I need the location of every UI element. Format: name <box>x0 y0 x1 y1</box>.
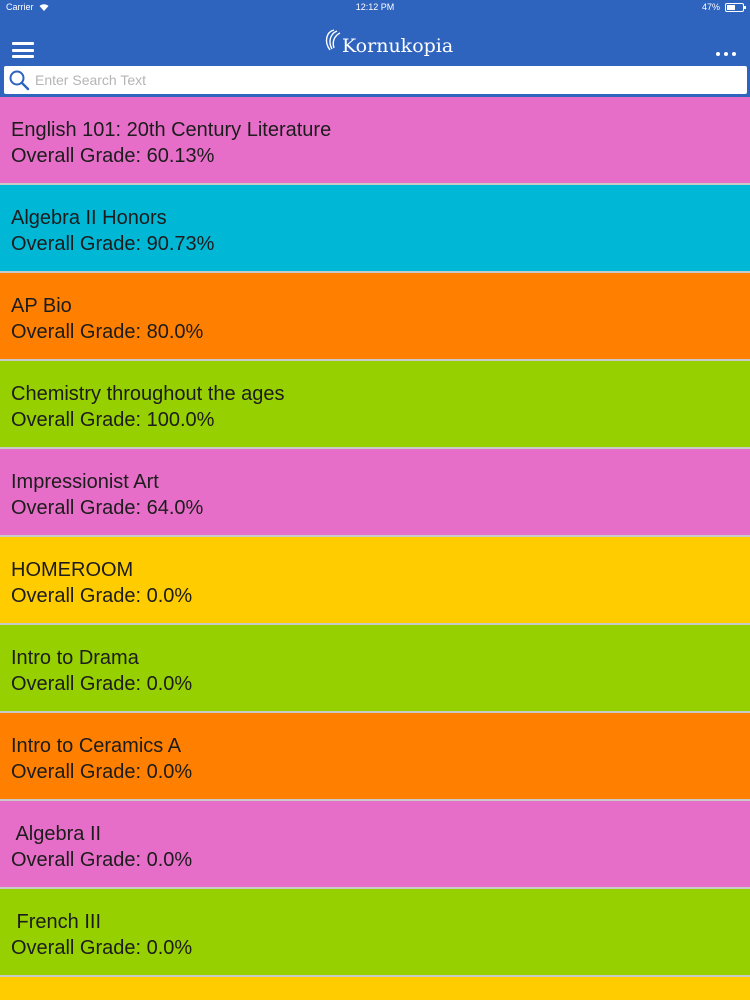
navigation-bar <box>0 0 750 97</box>
battery-percentage: 47% <box>701 2 720 12</box>
course-overall-grade: Overall Grade: 90.73% <box>11 233 215 255</box>
course-name: Algebra II Honors <box>11 207 167 229</box>
kornukopia-logo <box>322 26 453 60</box>
course-list-item[interactable] <box>0 977 750 1000</box>
course-list-item[interactable] <box>0 361 750 447</box>
course-overall-grade: Overall Grade: 80.0% <box>11 321 204 343</box>
course-overall-grade: Overall Grade: 0.0% <box>11 761 193 783</box>
course-list-item[interactable] <box>0 273 750 359</box>
search-input[interactable] <box>35 67 747 93</box>
course-name: Intro to Drama <box>11 647 139 669</box>
course-overall-grade: Overall Grade: 0.0% <box>11 937 193 959</box>
logo-mark-icon <box>322 28 344 58</box>
course-name: English 101: 20th Century Literature <box>11 119 332 141</box>
course-overall-grade: Overall Grade: 60.13% <box>11 145 215 167</box>
status-bar <box>0 0 750 16</box>
hamburger-menu-icon[interactable] <box>12 42 34 58</box>
more-horizontal-icon[interactable] <box>716 52 736 56</box>
course-overall-grade: Overall Grade: 0.0% <box>11 585 193 607</box>
course-name: French III <box>11 911 102 933</box>
status-time: 12:12 PM <box>355 2 395 12</box>
course-overall-grade: Overall Grade: 64.0% <box>11 497 204 519</box>
battery-icon <box>725 3 744 12</box>
course-list-item[interactable] <box>0 889 750 975</box>
course-name: Impressionist Art <box>11 471 159 493</box>
course-list-item[interactable] <box>0 625 750 711</box>
course-list-item[interactable] <box>0 713 750 799</box>
carrier-label: Carrier <box>6 2 34 12</box>
course-overall-grade: Overall Grade: 100.0% <box>11 409 215 431</box>
course-list-item[interactable] <box>0 801 750 887</box>
course-list-item[interactable] <box>0 97 750 183</box>
course-overall-grade: Overall Grade: 0.0% <box>11 673 193 695</box>
course-name: Intro to Ceramics A <box>11 735 182 757</box>
search-bar[interactable] <box>4 66 747 94</box>
course-name: Algebra II <box>11 823 102 845</box>
search-icon <box>8 69 30 91</box>
course-name: HOMEROOM <box>11 559 134 581</box>
course-list-item[interactable] <box>0 449 750 535</box>
course-list-item[interactable] <box>0 185 750 271</box>
course-overall-grade: Overall Grade: 0.0% <box>11 849 193 871</box>
course-name: Chemistry throughout the ages <box>11 383 285 405</box>
course-list-item[interactable] <box>0 537 750 623</box>
course-list <box>0 97 750 1000</box>
logo-text: Kornukopia <box>342 35 454 57</box>
course-name: AP Bio <box>11 295 72 317</box>
